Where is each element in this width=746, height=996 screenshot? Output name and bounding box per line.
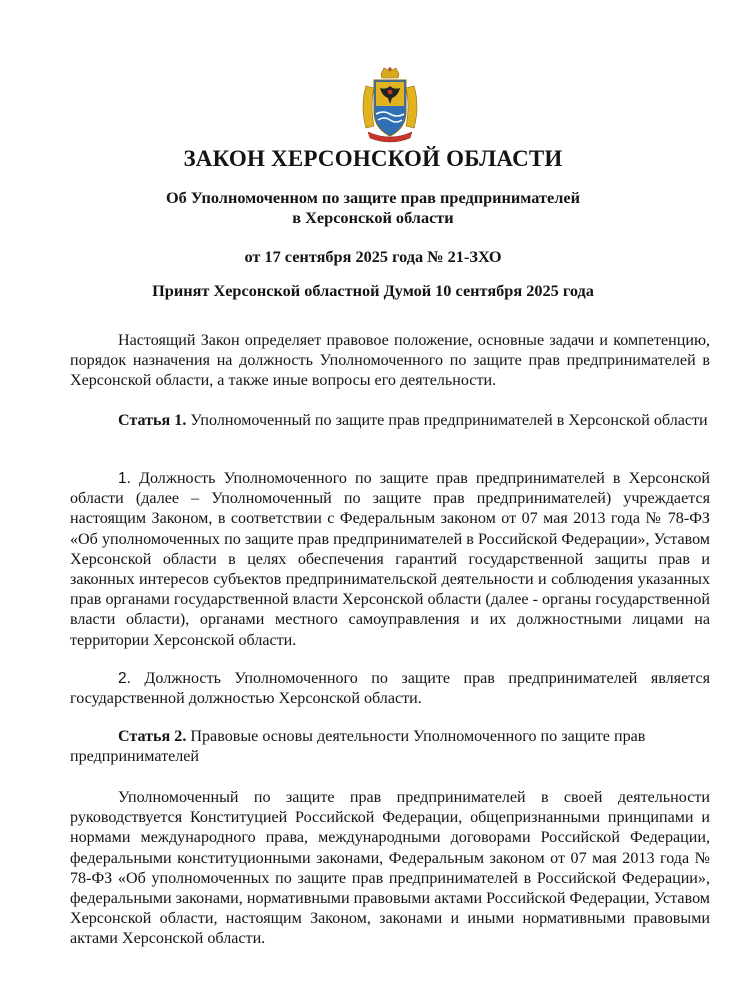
article-1-heading [70,411,710,431]
preamble-text: Настоящий Закон определяет правовое положение, основные задачи и компетенцию, порядок назначения на должность Уполномоченного по защите прав предпринимателей в Херсонской области, а также иные вопросы его деятельности. [70,332,710,390]
item-1-text: Должность Уполномоченного по защите прав предпринимателей в Херсонской области (далее – Уполномоченный по защите прав предпринимателей) учреждается настоящим Законом, в соответствии с Федеральным законом от 07 мая 2013 года № 78-ФЗ «Об уполномоченных по защите прав предпринимателей в Российской Федерации», Уставом Херсонской области в целях обеспечения гарантий государственной защиты прав и законных интересов субъектов предпринимательской деятельности и соблюдения указанных прав органами государственной власти Херсонской области (далее - органы государственной власти области), органами местного самоуправления и их должностными лицами на территории Херсонской области. [70,470,710,649]
article-2-heading [70,727,710,767]
law-title: ЗАКОН ХЕРСОНСКОЙ ОБЛАСТИ [183,146,563,171]
article-1-item-2 [70,669,710,709]
adoption-note: Принят Херсонской областной Думой 10 сентября 2025 года [152,281,594,300]
item-2-number: 2. [118,670,131,687]
article-2-paragraph [70,788,710,950]
article-1-title: Уполномоченный по защите прав предпринимателей в Херсонской области [190,412,708,429]
subtitle-line-2: в Херсонской области [292,208,454,227]
article-2-title: Правовые основы деятельности Уполномоченного по защите прав предпринимателей [70,728,646,766]
subtitle-line-1: Об Уполномоченном по защите прав предпринимателей [166,188,580,207]
law-date: от 17 сентября 2025 года № 21-ЗХО [244,247,502,266]
item-1-number: 1. [118,470,131,487]
item-2-text: Должность Уполномоченного по защите прав предпринимателей является государственной должностью Херсонской области. [70,670,710,708]
article-2-text: Уполномоченный по защите прав предпринимателей в своей деятельности руководствуется Конституцией Российской Федерации, общепризнанными принципами и нормами международного права, международными договорами Российской Федерации, федеральными конституционными законами, Федеральным законом от 07 мая 2013 года № 78-ФЗ «Об уполномоченных по защите прав предпринимателей в Российской Федерации», федеральными законами, нормативными правовыми актами Российской Федерации, Уставом Херсонской области, настоящим Законом, законами и иными нормативными правовыми актами Херсонской области. [70,789,710,948]
preamble-paragraph [70,331,710,392]
article-1-item-1 [70,469,710,651]
law-subtitle [0,188,746,228]
coat-of-arms-emblem [352,66,428,144]
article-1-label: Статья 1. [118,412,187,429]
article-2-label: Статья 2. [118,728,187,745]
